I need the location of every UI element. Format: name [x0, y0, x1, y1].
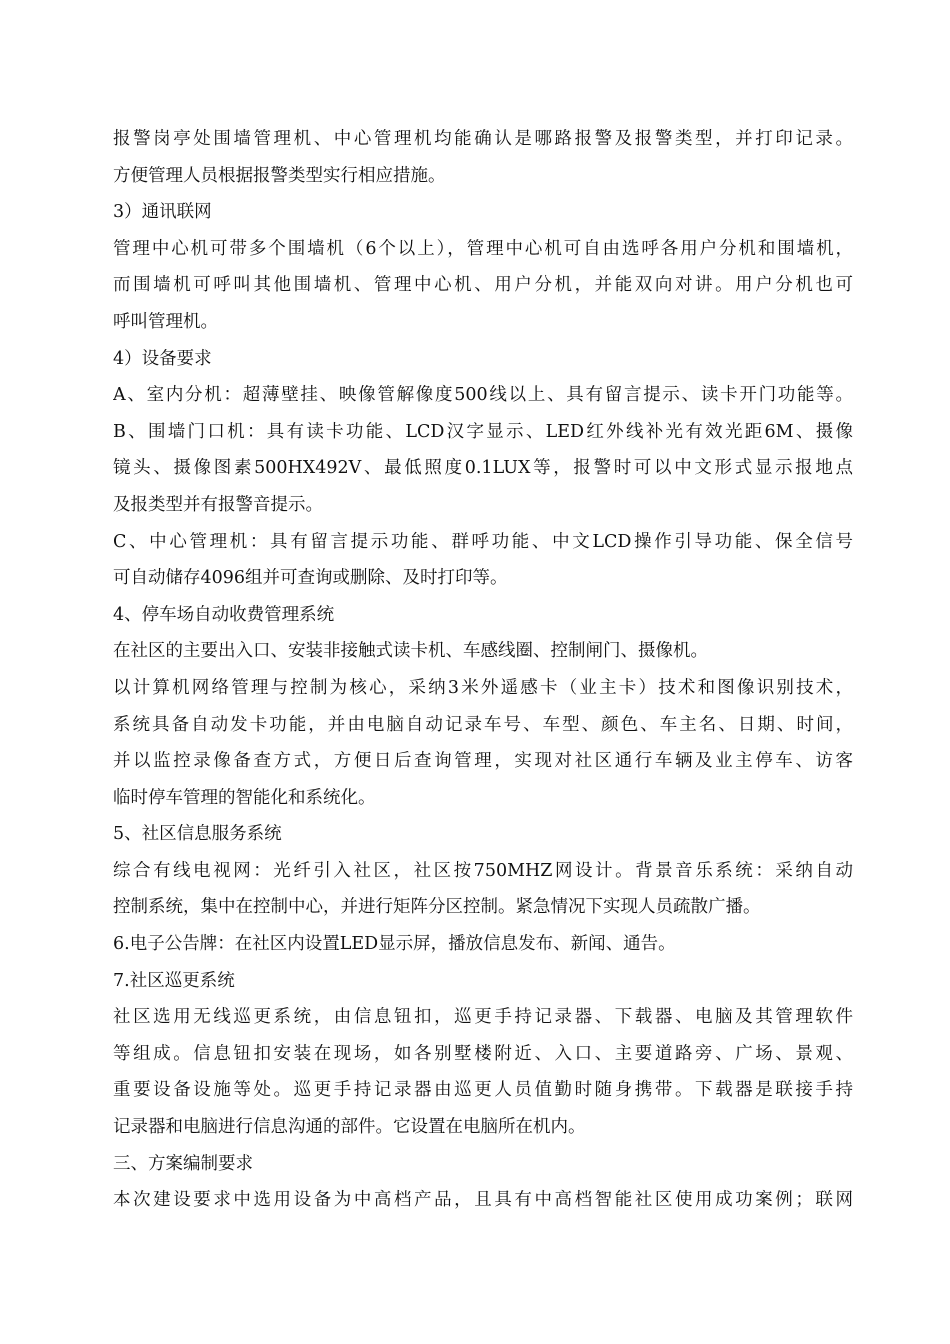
section-heading: 5、社区信息服务系统: [113, 824, 282, 845]
text-line: 以计算机网络管理与控制为核心，采纳3米外遥感卡（业主卡）技术和图像识别技术，: [113, 677, 853, 698]
text-line: 镜头、摄像图素500HX492V、最低照度0.1LUX等，报警时可以中文形式显示报地点: [113, 458, 853, 479]
section-heading: 3）通讯联网: [113, 202, 212, 223]
text-line: 控制系统，集中在控制中心，并进行矩阵分区控制。紧急情况下实现人员疏散广播。: [113, 897, 761, 918]
text-line: 管理中心机可带多个围墙机（6个以上），管理中心机可自由选呼各用户分机和围墙机，: [113, 238, 853, 259]
text-line: 记录器和电脑进行信息沟通的部件。它设置在电脑所在机内。: [113, 1117, 586, 1138]
section-heading: 三、方案编制要求: [113, 1153, 253, 1174]
text-line: 社区选用无线巡更系统，由信息钮扣，巡更手持记录器、下载器、电脑及其管理软件: [113, 1007, 853, 1028]
text-line: A、室内分机：超薄壁挂、映像管解像度500线以上、具有留言提示、读卡开门功能等。: [113, 385, 853, 406]
text-line: 临时停车管理的智能化和系统化。: [113, 787, 376, 808]
document-body: [113, 121, 853, 1219]
text-line: 方便管理人员根据报警类型实行相应措施。: [113, 165, 446, 186]
text-line: 本次建设要求中选用设备为中高档产品，且具有中高档智能社区使用成功案例；联网: [113, 1190, 853, 1211]
section-heading: 7.社区巡更系统: [113, 970, 235, 991]
text-line: 综合有线电视网：光纤引入社区，社区按750MHZ网设计。背景音乐系统：采纳自动: [113, 860, 853, 881]
text-line: 重要设备设施等处。巡更手持记录器由巡更人员值勤时随身携带。下载器是联接手持: [113, 1080, 853, 1101]
text-line: 并以监控录像备查方式，方便日后查询管理，实现对社区通行车辆及业主停车、访客: [113, 751, 853, 772]
text-line: 等组成。信息钮扣安装在现场，如各别墅楼附近、入口、主要道路旁、广场、景观、: [113, 1043, 853, 1064]
text-line: 在社区的主要出入口、安装非接触式读卡机、车感线圈、控制闸门、摄像机。: [113, 641, 708, 662]
text-line: C、中心管理机：具有留言提示功能、群呼功能、中文LCD操作引导功能、保全信号: [113, 531, 853, 552]
text-line: 6.电子公告牌：在社区内设置LED显示屏，播放信息发布、新闻、通告。: [113, 934, 676, 955]
text-line: 报警岗亭处围墙管理机、中心管理机均能确认是哪路报警及报警类型，并打印记录。: [113, 129, 853, 149]
section-heading: 4、停车场自动收费管理系统: [113, 604, 335, 625]
text-line: B、围墙门口机：具有读卡功能、LCD汉字显示、LED红外线补光有效光距6M、摄像: [113, 421, 853, 442]
text-line: 系统具备自动发卡功能，并由电脑自动记录车号、车型、颜色、车主名、日期、时间，: [113, 714, 853, 735]
text-line: 及报类型并有报警音提示。: [113, 494, 323, 515]
text-line: 呼叫管理机。: [113, 311, 218, 332]
section-heading: 4）设备要求: [113, 348, 212, 369]
text-line: 可自动储存4096组并可查询或删除、及时打印等。: [113, 568, 508, 589]
text-line: 而围墙机可呼叫其他围墙机、管理中心机、用户分机，并能双向对讲。用户分机也可: [113, 275, 853, 296]
